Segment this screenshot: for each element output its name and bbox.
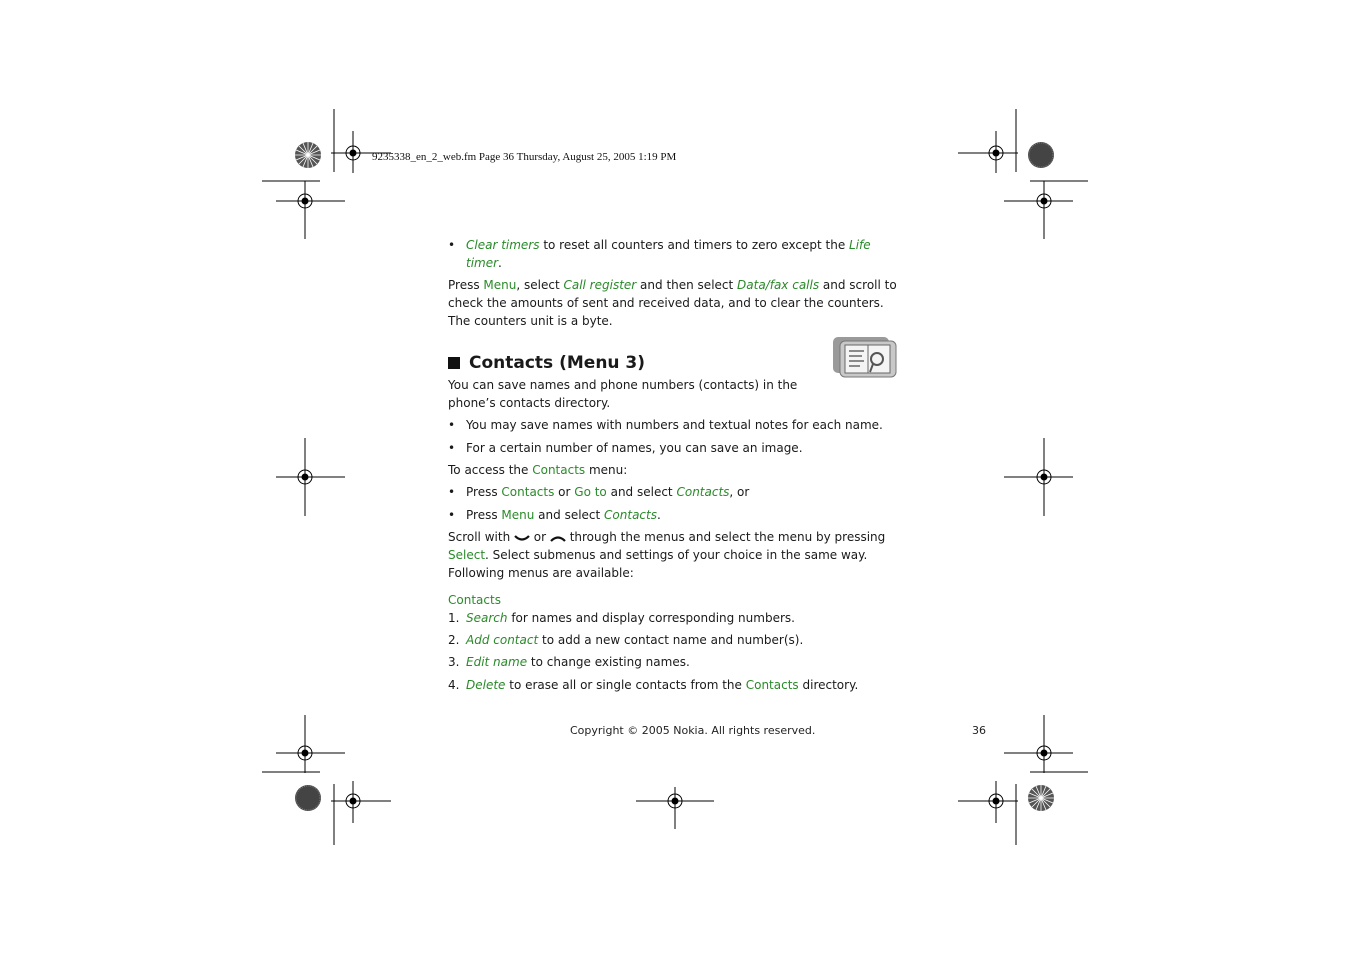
text: Press: [448, 278, 484, 292]
item-number: 3.: [448, 655, 460, 669]
page-number: 36: [972, 724, 986, 737]
list-item: [448, 609, 900, 627]
list-item: [448, 631, 900, 649]
key-select: Select: [448, 548, 486, 562]
paragraph: [448, 461, 900, 479]
text: , select: [516, 278, 564, 292]
key-menu: Menu: [483, 278, 517, 292]
text: Scroll with: [448, 530, 514, 544]
list-item: [448, 439, 900, 457]
paragraph: [448, 528, 900, 582]
paragraph: [448, 276, 900, 330]
item-number: 1.: [448, 611, 460, 625]
text: To access the: [448, 463, 533, 477]
list-item: [448, 416, 900, 434]
text: to erase all or single contacts from the: [505, 678, 746, 692]
menu-link-call-register: Call register: [563, 278, 637, 292]
menu-link-search: Search: [466, 611, 508, 625]
text: and then select: [636, 278, 738, 292]
menu-link-clear-timers: Clear timers: [466, 238, 540, 252]
list-item: [448, 676, 900, 694]
section-title: Contacts (Menu 3): [469, 353, 646, 373]
text: and select: [534, 508, 605, 522]
menu-link-contacts: Contacts: [676, 485, 730, 499]
subheading-contacts: Contacts: [448, 593, 501, 607]
bullet-icon: •: [448, 508, 456, 522]
menu-link-delete: Delete: [466, 678, 506, 692]
menu-link-edit-name: Edit name: [466, 655, 528, 669]
key-menu: Menu: [501, 508, 535, 522]
scroll-down-icon: [514, 534, 530, 542]
key-contacts: Contacts: [501, 485, 555, 499]
text: . Select submenus and settings of your choice in the same way. Following menus are available:: [448, 548, 868, 580]
text: or: [554, 485, 575, 499]
list-item: [448, 506, 900, 524]
text: .: [498, 256, 502, 270]
text: directory.: [798, 678, 859, 692]
scroll-up-icon: [550, 534, 566, 542]
text: For a certain number of names, you can save an image.: [466, 441, 803, 455]
menu-link-contacts: Contacts: [604, 508, 657, 522]
list-item: [448, 483, 900, 501]
page-body: [448, 236, 900, 694]
copyright: Copyright © 2005 Nokia. All rights reserved.: [570, 724, 816, 737]
key-go-to: Go to: [574, 485, 607, 499]
item-number: 4.: [448, 678, 460, 692]
list-item: [448, 653, 900, 671]
key-contacts: Contacts: [745, 678, 799, 692]
bullet-icon: •: [448, 418, 456, 432]
text: to change existing names.: [527, 655, 690, 669]
text: and scroll to check the amounts of sent and received data, and to clear the counters. The counters unit is a byte.: [448, 278, 897, 328]
menu-link-life-timer: Life timer: [466, 238, 871, 270]
item-number: 2.: [448, 633, 460, 647]
text: .: [657, 508, 661, 522]
text: to add a new contact name and number(s).: [538, 633, 804, 647]
bullet-icon: •: [448, 485, 456, 499]
text: Press: [466, 508, 502, 522]
bullet-icon: •: [448, 238, 456, 252]
text: and select: [606, 485, 677, 499]
text: Press: [466, 485, 502, 499]
text: You may save names with numbers and textual notes for each name.: [466, 418, 883, 432]
paragraph: You can save names and phone numbers (contacts) in the phone’s contacts directory.: [448, 378, 798, 410]
list-item: [448, 236, 900, 272]
text: , or: [729, 485, 750, 499]
heading-square-icon: [448, 357, 460, 369]
text: to reset all counters and timers to zero except the: [539, 238, 850, 252]
section-heading: [448, 352, 900, 374]
file-header: 9235338_en_2_web.fm Page 36 Thursday, August 25, 2005 1:19 PM: [372, 151, 677, 163]
text: or: [529, 530, 550, 544]
key-contacts: Contacts: [532, 463, 586, 477]
text: for names and display corresponding numbers.: [507, 611, 795, 625]
menu-link-data-fax-calls: Data/fax calls: [737, 278, 820, 292]
text: through the menus and select the menu by pressing: [565, 530, 886, 544]
menu-link-add-contact: Add contact: [466, 633, 539, 647]
bullet-icon: •: [448, 441, 456, 455]
text: menu:: [585, 463, 628, 477]
